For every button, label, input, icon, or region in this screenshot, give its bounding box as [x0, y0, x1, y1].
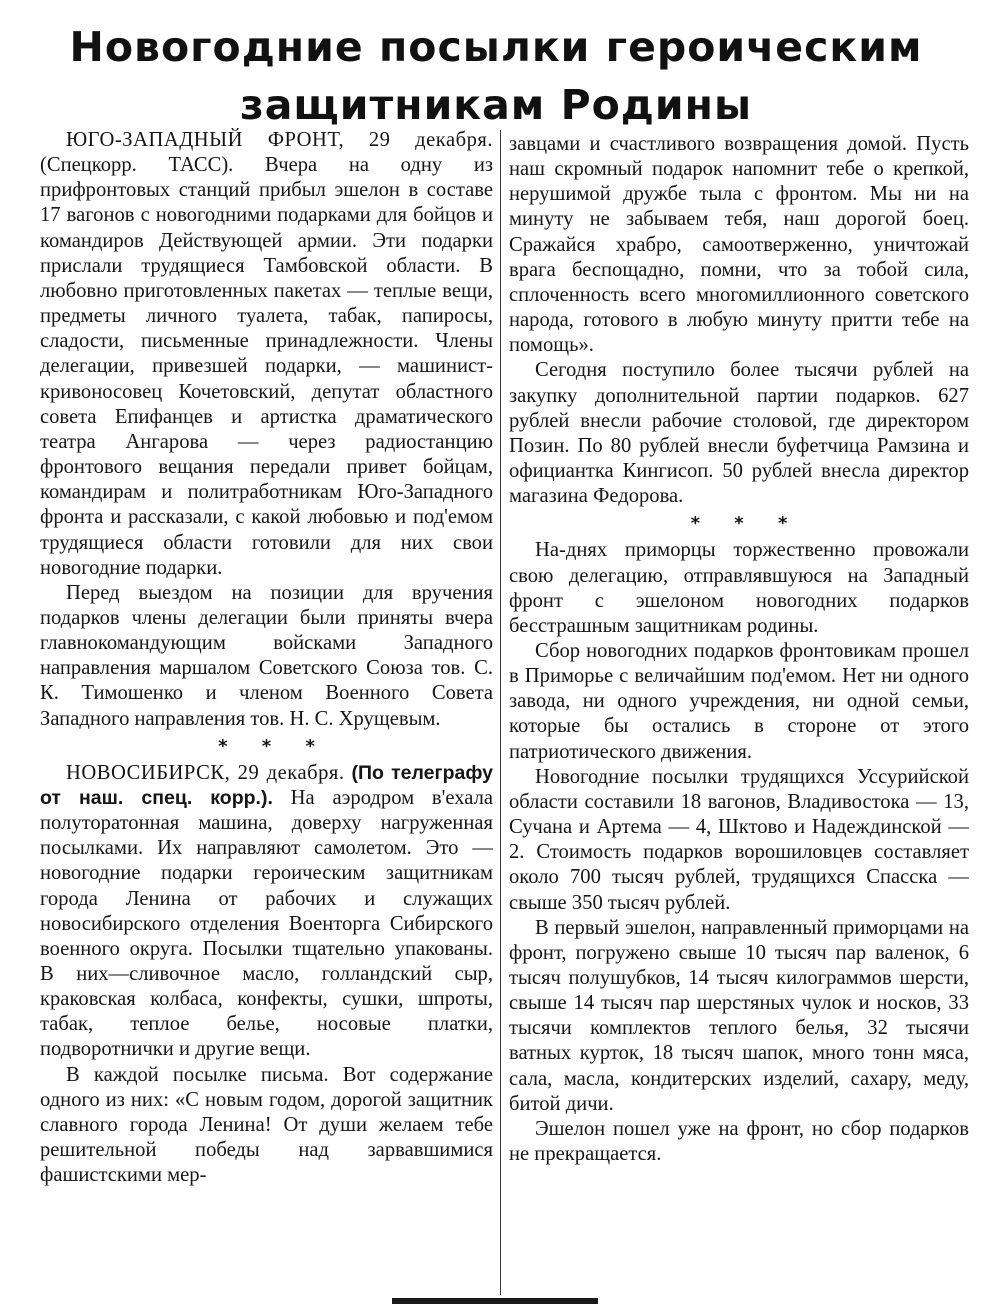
paragraph [40, 761, 493, 1063]
paragraph-text: (Спецкорр. ТАСС). Вчера на одну из прифронтовых станций прибыл эшелон в составе 17 вагонов с новогодними подарками для бойцов и командиров Действующей армии. Эти подарки прислали трудящиеся Тамбовской области. В любовно приготовленных пакетах — теплые вещи, предметы личного туалета, табак, папиросы, сладости, письменные принадлежности. Члены делегации, привезшей подарки, — машинист-кривоносовец Кочетовский, депутат областного совета Епифанцев и артистка драматического театра Ангарова — через радиостанцию фронтового вещания передали привет бойцам, командирам и политработникам Юго-Западного фронта и рассказали, с какой любовью и под'емом трудящиеся области готовили для них свои новогодние подарки. [40, 154, 493, 579]
paragraph: На-днях приморцы торжественно провожали свою делегацию, отправлявшуюся на Западный фронт с эшелоном новогодних подарков бесстрашным защитникам родины. [509, 539, 969, 637]
paragraph: Эшелон пошел уже на фронт, но сбор подарков не прекращается. [509, 1117, 969, 1166]
paragraph: Сегодня поступило более тысячи рублей на закупку дополнительной партии подарков. 627 рублей внесли рабочие столовой, где директором Позин. По 80 рублей внесли буфетчица Рамзина и официантка Кингисоп. 50 рублей внесла директор магазина Федорова. [509, 359, 969, 508]
paragraph: Новогодние посылки трудящихся Уссурийской области составили 18 вагонов, Владивостока — 13, Сучана и Артема — 4, Шктово и Надеждинской — 2. Стоимость подарков ворошиловцев составляет около 700 тысяч рублей, трудящихся Спасска — свыше 350 тысяч рублей. [509, 765, 969, 914]
section-separator: * * * [218, 735, 329, 757]
paragraph [40, 128, 493, 581]
paragraph-continued: завцами и счастливого возвращения домой. Пусть наш скромный подарок напомнит тебе о крепкой, нерушимой дружбе тыла с фронтом. Мы ни на минуту не забываем тебя, наш дорогой боец. Сражайся храбро, самоотверженно, уничтожай врага беспощадно, помни, что за тобой сила, сплоченность всего многомиллионного советского народа, готового в любую минуту притти тебе на помощь». [509, 133, 969, 357]
paragraph: В первый эшелон, направленный приморцами на фронт, погружено свыше 10 тысяч пар валенок, 6 тысяч полушубков, 14 тысяч килограммов шерсти, свыше 14 тысяч пар шерстяных чулок и носков, 33 тысячи комплектов теплого белья, 32 тысячи ватных курток, 18 тысяч шапок, много тонн мяса, сала, масла, кондитерских изделий, сахару, меду, битой дичи. [509, 916, 969, 1115]
dateline: ЮГО-ЗАПАДНЫЙ ФРОНТ, 29 декабря. [66, 129, 493, 151]
paragraph-text: На аэродром в'ехала полуторатонная машина, доверху нагруженная посылками. Их направляют самолетом. Это — новогодние подарки героическим защитникам города Ленина от рабочих и служащих новосибирского отделения Военторга Сибирского военного округа. Посылки тщательно упакованы. В них—сливочное масло, голландский сыр, краковская колбаса, конфекты, сушки, шпроты, табак, теплое белье, носовые платки, подворотнички и другие вещи. [40, 786, 493, 1061]
column-divider [500, 130, 501, 1295]
paragraph: В каждой посылке письма. Вот содержание одного из них: «С новым годом, дорогой защитник славного города Ленина! От души желаем тебе решительной победы над зарвавшимися фашистскими мер- [40, 1063, 493, 1187]
left-column [40, 128, 493, 1188]
paragraph: Перед выездом на позиции для вручения подарков члены делегации были приняты вчера главнокомандующим войсками Западного направления маршалом Советского Союза тов. С. К. Тимошенко и членом Военного Совета Западного направления тов. Н. С. Хрущевым. [40, 581, 493, 730]
headline [0, 18, 992, 134]
headline-line-1: Новогодние посылки героическим [69, 23, 923, 71]
headline-line-2: защитникам Родины [239, 81, 753, 129]
byline: (По телеграфу от наш. спец. корр.). [40, 761, 493, 809]
right-column [509, 132, 969, 1167]
section-separator: * * * [690, 513, 802, 535]
paragraph: Сбор новогодних подарков фронтовикам прошел в Приморье с величайшим под'емом. Нет ни одного завода, ни одного учреждения, ни одной семьи, которые бы остались в стороне от этого патриотического движения. [509, 639, 969, 763]
dateline: НОВОСИБИРСК, 29 декабря. [66, 761, 345, 784]
bottom-rule [392, 1298, 598, 1304]
